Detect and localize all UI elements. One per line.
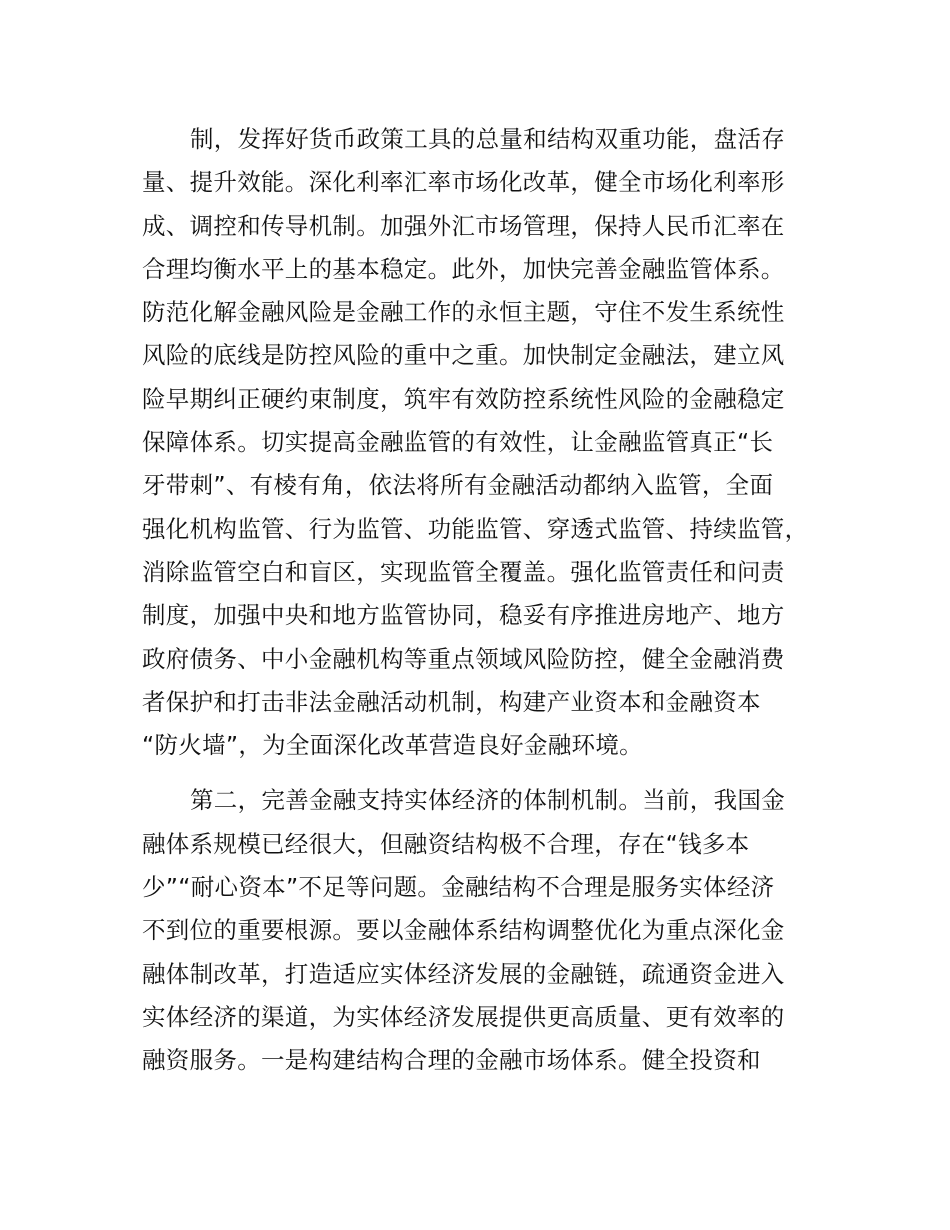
document-body bbox=[142, 118, 842, 1083]
text-line: 消除监管空白和盲区，实现监管全覆盖。强化监管责任和问责 bbox=[142, 557, 785, 586]
paragraph-2 bbox=[142, 779, 842, 1082]
text-line: 保障体系。切实提高金融监管的有效性，让金融监管真正“长 bbox=[142, 428, 774, 457]
text-line: 成、调控和传导机制。加强外汇市场管理，保持人民币汇率在 bbox=[142, 211, 785, 240]
paragraph-1 bbox=[142, 118, 842, 767]
text-line: 融体系规模已经很大，但融资结构极不合理，存在“钱多本 bbox=[142, 829, 750, 858]
text-line: 险早期纠正硬约束制度，筑牢有效防控系统性风险的金融稳定 bbox=[142, 384, 785, 413]
paragraph-spacer bbox=[142, 767, 842, 779]
text-line: 强化机构监管、行为监管、功能监管、穿透式监管、持续监管， bbox=[142, 514, 809, 543]
text-line: 少”“耐心资本”不足等问题。金融结构不合理是服务实体经济 bbox=[142, 873, 775, 902]
text-line: 牙带刺”、有棱有角，依法将所有金融活动都纳入监管，全面 bbox=[142, 471, 774, 500]
text-line: 合理均衡水平上的基本稳定。此外，加快完善金融监管体系。 bbox=[142, 254, 785, 283]
text-line: 制，发挥好货币政策工具的总量和结构双重功能，盘活存 bbox=[190, 125, 785, 153]
text-line: 实体经济的渠道，为实体经济发展提供更高质量、更有效率的 bbox=[142, 1002, 785, 1031]
text-line: 者保护和打击非法金融活动机制，构建产业资本和金融资本 bbox=[142, 687, 761, 716]
text-line: 融资服务。一是构建结构合理的金融市场体系。健全投资和 bbox=[142, 1046, 761, 1075]
text-line: 融体制改革，打造适应实体经济发展的金融链，疏通资金进入 bbox=[142, 959, 785, 988]
text-line: 防范化解金融风险是金融工作的永恒主题，守住不发生系统性 bbox=[142, 298, 785, 327]
text-line: “防火墙”，为全面深化改革营造良好金融环境。 bbox=[142, 731, 643, 760]
text-line: 风险的底线是防控风险的重中之重。加快制定金融法，建立风 bbox=[142, 341, 785, 370]
text-line: 量、提升效能。深化利率汇率市场化改革，健全市场化利率形 bbox=[142, 168, 785, 197]
text-line: 政府债务、中小金融机构等重点领域风险防控，健全金融消费 bbox=[142, 644, 785, 673]
text-line: 第二，完善金融支持实体经济的体制机制。当前，我国金 bbox=[190, 786, 785, 815]
text-line: 制度，加强中央和地方监管协同，稳妥有序推进房地产、地方 bbox=[142, 601, 785, 630]
text-line: 不到位的重要根源。要以金融体系结构调整优化为重点深化金 bbox=[142, 916, 785, 945]
